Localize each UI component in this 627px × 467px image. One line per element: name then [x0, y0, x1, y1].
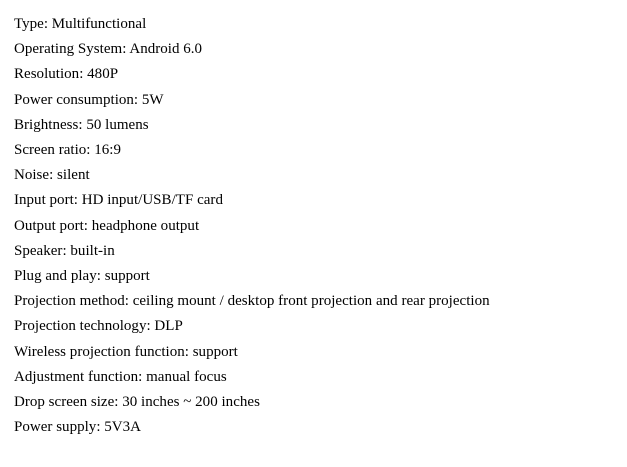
spec-line-drop-screen-size: Drop screen size: 30 inches ~ 200 inches	[14, 394, 260, 411]
spec-line-power-consumption: Power consumption: 5W	[14, 91, 164, 108]
spec-line-operating-system: Operating System: Android 6.0	[14, 41, 203, 58]
spec-line-input-port: Input port: HD input/USB/TF card	[14, 192, 223, 209]
spec-line-projection-technology: Projection technology: DLP	[14, 318, 183, 335]
spec-line-speaker: Speaker: built-in	[14, 242, 115, 259]
spec-line-wireless-projection-function: Wireless projection function: support	[14, 343, 238, 360]
spec-line-type: Type: Multifunctional	[14, 16, 147, 32]
spec-line-noise: Noise: silent	[14, 167, 90, 184]
spec-line-brightness: Brightness: 50 lumens	[14, 116, 149, 133]
spec-line-output-port: Output port: headphone output	[14, 217, 200, 234]
spec-line-projection-method: Projection method: ceiling mount / desktop front projection and rear projection	[14, 293, 490, 310]
spec-line-adjustment-function: Adjustment function: manual focus	[14, 368, 227, 385]
spec-line-screen-ratio: Screen ratio: 16:9	[14, 142, 121, 159]
spec-line-power-supply: Power supply: 5V3A	[14, 419, 142, 436]
spec-line-plug-and-play: Plug and play: support	[14, 268, 150, 285]
spec-line-resolution: Resolution: 480P	[14, 66, 119, 83]
